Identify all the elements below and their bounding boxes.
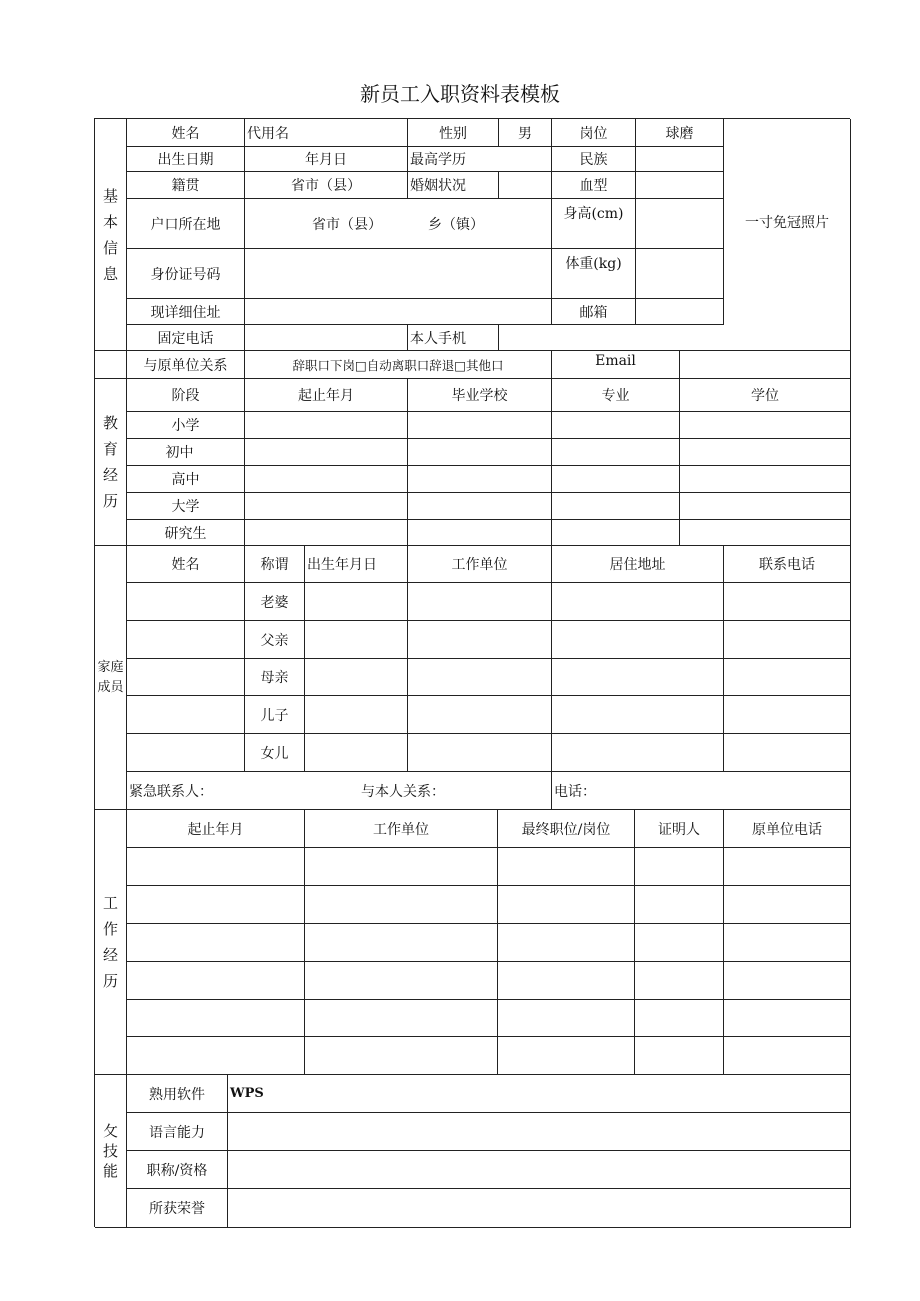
edu-stage-label: 研究生 xyxy=(127,520,245,546)
postcode-label: 邮箱 xyxy=(552,299,636,325)
emergency-contact-label: 紧急联系人： xyxy=(129,783,213,800)
blood-field[interactable] xyxy=(636,172,724,199)
family-cell[interactable] xyxy=(724,696,851,734)
edu-cell[interactable] xyxy=(552,439,680,466)
native-field[interactable]: 省市（县） xyxy=(245,172,408,199)
section-char: 工 xyxy=(102,894,118,912)
language-label: 语言能力 xyxy=(127,1113,228,1151)
family-cell[interactable] xyxy=(127,659,245,696)
section-char: 信 xyxy=(102,238,118,257)
section-char: 家庭 xyxy=(97,659,124,675)
family-cell[interactable] xyxy=(127,583,245,621)
work-cell[interactable] xyxy=(127,848,305,886)
section-char: 本 xyxy=(102,212,118,231)
work-cell[interactable] xyxy=(305,962,498,1000)
family-cell[interactable] xyxy=(127,621,245,659)
software-label: 熟用软件 xyxy=(127,1075,228,1113)
section-skills xyxy=(95,1075,127,1228)
work-cell[interactable] xyxy=(127,1037,305,1075)
work-cell[interactable] xyxy=(305,848,498,886)
edu-cell[interactable] xyxy=(245,412,408,439)
weight-field[interactable] xyxy=(636,249,724,299)
section-char: 作 xyxy=(102,920,118,938)
edu-header-stage: 阶段 xyxy=(127,379,245,412)
family-cell[interactable] xyxy=(127,734,245,772)
edu-cell[interactable] xyxy=(552,493,680,520)
work-header-referee: 证明人 xyxy=(635,810,724,848)
work-cell[interactable] xyxy=(305,886,498,924)
work-cell[interactable] xyxy=(127,962,305,1000)
work-cell[interactable] xyxy=(127,1000,305,1037)
emergency-divider xyxy=(127,772,552,810)
work-cell[interactable] xyxy=(635,1000,724,1037)
name-field[interactable]: 代用名 xyxy=(245,119,408,147)
edu-cell[interactable] xyxy=(680,466,851,493)
family-header-name: 姓名 xyxy=(127,546,245,583)
edu-cell[interactable] xyxy=(245,466,408,493)
name-label: 姓名 xyxy=(127,119,245,147)
hukou-field[interactable] xyxy=(245,199,552,249)
edu-stage-label: 大学 xyxy=(127,493,245,520)
email-field[interactable] xyxy=(680,351,851,379)
work-header-company: 工作单位 xyxy=(305,810,498,848)
family-relation-label: 母亲 xyxy=(245,659,305,696)
edu-cell[interactable] xyxy=(552,466,680,493)
work-header-period: 起止年月 xyxy=(127,810,305,848)
family-cell[interactable] xyxy=(552,734,724,772)
edu-cell[interactable] xyxy=(552,520,680,546)
birth-label: 出生日期 xyxy=(127,147,245,172)
family-relation-label: 父亲 xyxy=(245,621,305,659)
emergency-phone-label[interactable]: 电话： xyxy=(552,772,851,810)
address-label: 现详细住址 xyxy=(127,299,245,325)
work-cell[interactable] xyxy=(498,848,635,886)
native-label: 籍贯 xyxy=(127,172,245,199)
marital-label: 婚姻状况 xyxy=(408,172,499,199)
section-family xyxy=(95,546,127,810)
family-cell[interactable] xyxy=(408,659,552,696)
family-header-phone: 联系电话 xyxy=(724,546,851,583)
family-cell[interactable] xyxy=(408,696,552,734)
phone-field[interactable] xyxy=(245,325,408,351)
family-relation-label: 儿子 xyxy=(245,696,305,734)
id-field[interactable] xyxy=(245,249,552,299)
family-header-work: 工作单位 xyxy=(408,546,552,583)
section-char: 攵 xyxy=(102,1122,118,1140)
edu-cell[interactable] xyxy=(245,520,408,546)
id-label: 身份证号码 xyxy=(127,249,245,299)
weight-label: 体重(kg) xyxy=(552,249,636,299)
work-cell[interactable] xyxy=(724,924,851,962)
honor-field[interactable] xyxy=(228,1189,851,1228)
marital-field[interactable] xyxy=(499,172,552,199)
blood-label: 血型 xyxy=(552,172,636,199)
height-field[interactable] xyxy=(636,199,724,249)
work-cell[interactable] xyxy=(724,1037,851,1075)
phone-label: 固定电话 xyxy=(127,325,245,351)
edu-cell[interactable] xyxy=(680,439,851,466)
emergency-relation-label: 与本人关系： xyxy=(361,783,445,800)
edu-header-period: 起止年月 xyxy=(245,379,408,412)
relation-section xyxy=(95,351,127,379)
height-label: 身高(cm) xyxy=(552,199,636,249)
software-field[interactable]: WPS xyxy=(228,1075,851,1113)
work-cell[interactable] xyxy=(635,848,724,886)
section-char: 基 xyxy=(102,186,118,205)
work-cell[interactable] xyxy=(635,924,724,962)
mobile-label: 本人手机 xyxy=(408,325,499,351)
work-cell[interactable] xyxy=(305,1037,498,1075)
work-cell[interactable] xyxy=(127,886,305,924)
family-header-address: 居住地址 xyxy=(552,546,724,583)
address-field[interactable] xyxy=(245,299,552,325)
section-education xyxy=(95,379,127,546)
education-label: 最高学历 xyxy=(408,147,552,172)
work-cell[interactable] xyxy=(724,848,851,886)
section-char: 能 xyxy=(102,1162,118,1180)
page-title: 新员工入职资料表模板 xyxy=(360,82,560,106)
edu-cell[interactable] xyxy=(680,493,851,520)
edu-cell[interactable] xyxy=(408,520,552,546)
ethnic-label: 民族 xyxy=(552,147,636,172)
work-cell[interactable] xyxy=(724,886,851,924)
family-cell[interactable] xyxy=(724,621,851,659)
edu-cell[interactable] xyxy=(680,412,851,439)
section-work xyxy=(95,810,127,1075)
section-char: 育 xyxy=(102,440,118,458)
family-cell[interactable] xyxy=(552,583,724,621)
family-cell[interactable] xyxy=(305,621,408,659)
birth-field[interactable]: 年月日 xyxy=(245,147,408,172)
family-cell[interactable] xyxy=(724,659,851,696)
edu-stage-label: 小学 xyxy=(127,412,245,439)
work-cell[interactable] xyxy=(724,962,851,1000)
section-char: 技 xyxy=(102,1142,118,1160)
edu-header-school: 毕业学校 xyxy=(408,379,552,412)
family-relation-label: 女儿 xyxy=(245,734,305,772)
work-cell[interactable] xyxy=(635,962,724,1000)
work-cell[interactable] xyxy=(305,924,498,962)
edu-cell[interactable] xyxy=(408,412,552,439)
edu-cell[interactable] xyxy=(408,493,552,520)
relation-label: 与原单位关系 xyxy=(127,351,245,379)
work-cell[interactable] xyxy=(498,924,635,962)
family-header-birth: 出生年月日 xyxy=(305,546,408,583)
edu-cell[interactable] xyxy=(552,412,680,439)
work-cell[interactable] xyxy=(498,962,635,1000)
family-cell[interactable] xyxy=(127,696,245,734)
edu-header-degree: 学位 xyxy=(680,379,851,412)
work-cell[interactable] xyxy=(635,886,724,924)
section-char: 历 xyxy=(102,492,118,510)
family-cell[interactable] xyxy=(724,583,851,621)
work-header-position: 最终职位/岗位 xyxy=(498,810,635,848)
family-cell[interactable] xyxy=(305,659,408,696)
section-char: 经 xyxy=(102,946,118,964)
section-char: 息 xyxy=(102,264,118,283)
postcode-field[interactable] xyxy=(636,299,724,325)
family-cell[interactable] xyxy=(305,583,408,621)
title-label: 职称/资格 xyxy=(127,1151,228,1189)
section-char: 成员 xyxy=(97,679,124,695)
family-relation-label: 老婆 xyxy=(245,583,305,621)
position-label: 岗位 xyxy=(552,119,636,147)
family-cell[interactable] xyxy=(552,621,724,659)
photo-box[interactable]: 一寸免冠照片 xyxy=(724,119,851,325)
hukou-town: 乡（镇） xyxy=(428,216,484,233)
form-table xyxy=(94,118,850,1227)
ethnic-field[interactable] xyxy=(636,147,724,172)
edu-cell[interactable] xyxy=(408,439,552,466)
position-field[interactable]: 球磨 xyxy=(636,119,724,147)
family-cell[interactable] xyxy=(408,734,552,772)
relation-options[interactable]: 辞职口下岗□自动离职口辞退□其他口 xyxy=(245,351,552,379)
family-cell[interactable] xyxy=(724,734,851,772)
work-cell[interactable] xyxy=(724,1000,851,1037)
work-cell[interactable] xyxy=(498,1037,635,1075)
language-field[interactable] xyxy=(228,1113,851,1151)
work-cell[interactable] xyxy=(498,886,635,924)
edu-cell[interactable] xyxy=(408,466,552,493)
section-char: 历 xyxy=(102,972,118,990)
work-cell[interactable] xyxy=(635,1037,724,1075)
hukou-province: 省市（县） xyxy=(312,216,382,233)
mobile-field[interactable] xyxy=(499,325,851,351)
section-char: 教 xyxy=(102,414,118,432)
email-label: Email xyxy=(552,351,680,379)
edu-cell[interactable] xyxy=(245,493,408,520)
hukou-label: 户口所在地 xyxy=(127,199,245,249)
edu-stage-label: 高中 xyxy=(127,466,245,493)
family-cell[interactable] xyxy=(305,734,408,772)
work-cell[interactable] xyxy=(498,1000,635,1037)
family-cell[interactable] xyxy=(552,659,724,696)
family-cell[interactable] xyxy=(408,621,552,659)
edu-cell[interactable] xyxy=(680,520,851,546)
title-field[interactable] xyxy=(228,1151,851,1189)
section-basic-info xyxy=(95,119,127,351)
family-cell[interactable] xyxy=(552,696,724,734)
work-header-phone: 原单位电话 xyxy=(724,810,851,848)
edu-cell[interactable] xyxy=(245,439,408,466)
work-cell[interactable] xyxy=(305,1000,498,1037)
work-cell[interactable] xyxy=(127,924,305,962)
family-cell[interactable] xyxy=(408,583,552,621)
gender-label: 性别 xyxy=(408,119,499,147)
section-char: 经 xyxy=(102,466,118,484)
honor-label: 所获荣誉 xyxy=(127,1189,228,1228)
edu-header-major: 专业 xyxy=(552,379,680,412)
family-header-relation: 称谓 xyxy=(245,546,305,583)
family-cell[interactable] xyxy=(305,696,408,734)
gender-field[interactable]: 男 xyxy=(499,119,552,147)
edu-stage-label: 初中 xyxy=(127,439,245,466)
